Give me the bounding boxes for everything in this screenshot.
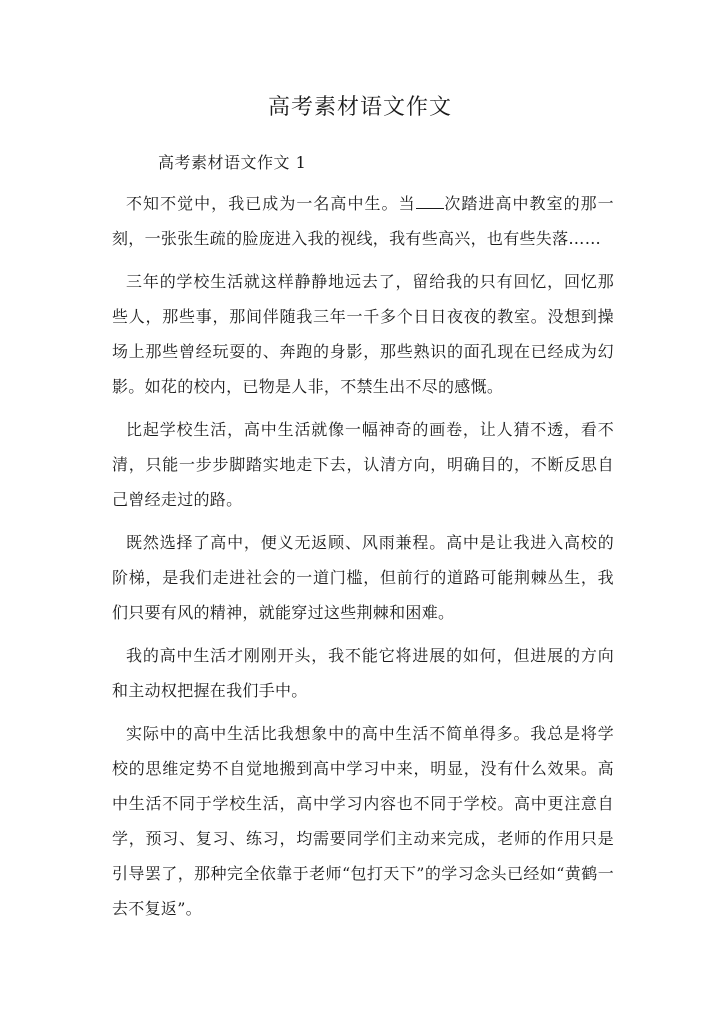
paragraph-6: 实际中的高中生活比我想象中的高中生活不简单得多。我总是将学校的思维定势不自觉地搬到高中学习中来，明显，没有什么效果。高中生活不同于学校生活，高中学习内容也不同于学校。高中更注意自学，预习、复习、练习，均需要同学们主动来完成，老师的作用只是引导罢了，那种完全依靠于老师“包打天下”的学习念头已经如“黄鹤一去不复返”。 bbox=[112, 724, 614, 918]
paragraph-1-before-blank: 不知不觉中，我已成为一名高中生。当 bbox=[126, 194, 416, 213]
paragraph-5: 我的高中生活才刚刚开头，我不能它将进展的如何，但进展的方向和主动权把握在我们手中。 bbox=[112, 646, 614, 700]
paragraph-1-after-blank: 次踏进高中教室的那一刻，一张张生疏的脸庞进入我的视线，我有些高兴，也有些失落…… bbox=[112, 194, 614, 248]
essay-body bbox=[112, 186, 614, 934]
blank-underline bbox=[416, 194, 444, 209]
paragraph-3: 比起学校生活，高中生活就像一幅神奇的画卷，让人猜不透，看不清，只能一步步脚踏实地走下去，认清方向，明确目的，不断反思自己曾经走过的路。 bbox=[112, 420, 614, 509]
paragraph-4: 既然选择了高中，便义无返顾、风雨兼程。高中是让我进入高校的阶梯，是我们走进社会的一道门槛，但前行的道路可能荆棘丛生，我们只要有风的精神，就能穿过这些荆棘和困难。 bbox=[112, 533, 614, 622]
essay-subtitle: 高考素材语文作文 1 bbox=[158, 153, 307, 172]
paragraph-1 bbox=[112, 186, 614, 256]
document-title: 高考素材语文作文 bbox=[267, 95, 452, 120]
paragraph-2: 三年的学校生活就这样静静地远去了，留给我的只有回忆，回忆那些人，那些事，那间伴随我三年一千多个日日夜夜的教室。没想到操场上那些曾经玩耍的、奔跑的身影，那些熟识的面孔现在已经成为幻影。如花的校内，已物是人非，不禁生出不尽的感慨。 bbox=[112, 272, 614, 396]
